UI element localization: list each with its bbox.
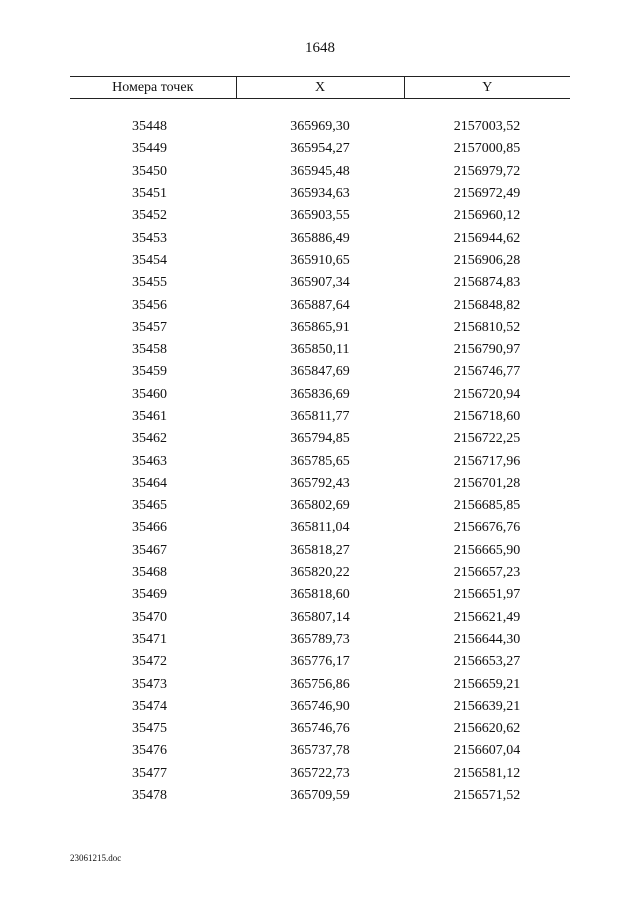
table-row bbox=[70, 763, 570, 785]
header-point-numbers: Номера точек bbox=[70, 77, 236, 99]
coordinates-table bbox=[70, 76, 570, 807]
y-coordinate-cell: 2156639,21 bbox=[453, 698, 521, 714]
table-row bbox=[70, 584, 570, 606]
y-coordinate-cell: 2156944,62 bbox=[453, 230, 521, 246]
table-row bbox=[70, 517, 570, 539]
y-coordinate-cell: 2156722,25 bbox=[453, 431, 521, 447]
point-number-cell: 35467 bbox=[132, 542, 167, 558]
table-row bbox=[70, 339, 570, 361]
point-number-cell: 35468 bbox=[132, 565, 167, 581]
x-coordinate-cell: 365807,14 bbox=[290, 609, 350, 625]
y-coordinate-cell: 2156874,83 bbox=[453, 275, 521, 291]
point-number-cell: 35466 bbox=[132, 520, 167, 536]
x-coordinate-cell: 365722,73 bbox=[290, 765, 350, 781]
point-number-cell: 35472 bbox=[132, 654, 167, 670]
point-number-cell: 35461 bbox=[132, 409, 167, 424]
point-number-cell: 35464 bbox=[132, 475, 167, 491]
x-coordinate-cell: 365886,49 bbox=[290, 230, 350, 246]
header-y: Y bbox=[404, 77, 570, 99]
x-coordinate-cell: 365776,17 bbox=[290, 654, 350, 670]
table-row bbox=[70, 161, 570, 183]
point-number-cell: 35458 bbox=[132, 342, 167, 358]
table-row bbox=[70, 406, 570, 428]
x-coordinate-cell: 365818,60 bbox=[290, 587, 350, 603]
table-row bbox=[70, 540, 570, 562]
header-x: X bbox=[236, 77, 404, 99]
table-row bbox=[70, 294, 570, 316]
point-number-cell: 35457 bbox=[132, 319, 167, 335]
x-coordinate-cell: 365847,69 bbox=[290, 364, 350, 380]
table-row bbox=[70, 473, 570, 495]
table-row bbox=[70, 629, 570, 651]
y-coordinate-cell: 2156746,77 bbox=[453, 364, 521, 380]
x-coordinate-cell: 365907,34 bbox=[290, 275, 350, 291]
x-coordinate-cell: 365836,69 bbox=[290, 386, 350, 402]
x-coordinate-cell: 365887,64 bbox=[290, 297, 350, 313]
x-coordinate-cell: 365910,65 bbox=[290, 252, 350, 268]
table-row bbox=[70, 317, 570, 339]
x-coordinate-cell: 365865,91 bbox=[290, 319, 350, 335]
point-number-cell: 35478 bbox=[132, 788, 167, 804]
table-row bbox=[70, 495, 570, 517]
y-coordinate-cell: 2156653,27 bbox=[453, 654, 521, 670]
table-header bbox=[70, 77, 570, 99]
x-coordinate-cell: 365903,55 bbox=[290, 208, 350, 224]
table-row bbox=[70, 138, 570, 160]
point-number-cell: 35453 bbox=[132, 230, 167, 246]
table-row bbox=[70, 428, 570, 450]
y-coordinate-cell: 2156657,23 bbox=[453, 565, 521, 581]
point-number-cell: 35476 bbox=[132, 743, 167, 759]
point-number-cell: 35455 bbox=[132, 275, 167, 291]
point-number-cell: 35462 bbox=[132, 431, 167, 447]
y-coordinate-cell: 2156676,76 bbox=[453, 520, 521, 536]
table-body bbox=[70, 99, 570, 808]
table-row bbox=[70, 183, 570, 205]
point-number-cell: 35470 bbox=[132, 609, 167, 625]
y-coordinate-cell: 2156701,28 bbox=[453, 475, 521, 491]
table-row bbox=[70, 384, 570, 406]
point-number-cell: 35456 bbox=[132, 297, 167, 313]
table-row bbox=[70, 116, 570, 138]
y-coordinate-cell: 2156651,97 bbox=[453, 587, 521, 603]
point-number-cell: 35463 bbox=[132, 453, 167, 469]
y-coordinate-cell: 2156717,96 bbox=[453, 453, 521, 469]
table-row bbox=[70, 562, 570, 584]
point-number-cell: 35448 bbox=[132, 119, 167, 135]
x-coordinate-cell: 365850,11 bbox=[290, 342, 350, 358]
y-coordinate-cell: 2157003,52 bbox=[453, 119, 521, 135]
x-coordinate-cell: 365746,90 bbox=[290, 698, 350, 714]
y-coordinate-cell: 2156848,82 bbox=[453, 297, 521, 313]
point-number-cell: 35449 bbox=[132, 141, 167, 157]
point-number-cell: 35454 bbox=[132, 252, 167, 268]
y-coordinate-cell: 2156659,21 bbox=[453, 676, 521, 692]
x-coordinate-cell: 365811,77 bbox=[290, 409, 350, 424]
x-coordinate-cell: 365945,48 bbox=[290, 163, 350, 179]
table-row bbox=[70, 607, 570, 629]
point-number-cell: 35465 bbox=[132, 498, 167, 514]
table-row bbox=[70, 227, 570, 249]
y-coordinate-cell: 2156790,97 bbox=[453, 342, 521, 358]
y-coordinate-cell: 2156718,60 bbox=[453, 409, 521, 424]
x-coordinate-cell: 365737,78 bbox=[290, 743, 350, 759]
y-coordinate-cell: 2156644,30 bbox=[453, 631, 521, 647]
table-row bbox=[70, 696, 570, 718]
y-coordinate-cell: 2156665,90 bbox=[453, 542, 521, 558]
table-row bbox=[70, 205, 570, 227]
point-number-cell: 35474 bbox=[132, 698, 167, 714]
y-coordinate-cell: 2156621,49 bbox=[453, 609, 521, 625]
point-number-cell: 35459 bbox=[132, 364, 167, 380]
y-coordinate-cell: 2156972,49 bbox=[453, 186, 521, 202]
footer-filename: 23061215.doc bbox=[70, 853, 122, 863]
y-coordinate-cell: 2157000,85 bbox=[453, 141, 521, 157]
y-coordinate-cell: 2156581,12 bbox=[453, 765, 521, 781]
y-coordinate-cell: 2156685,85 bbox=[453, 498, 521, 514]
x-coordinate-cell: 365802,69 bbox=[290, 498, 350, 514]
point-number-cell: 35451 bbox=[132, 186, 167, 202]
x-coordinate-cell: 365969,30 bbox=[290, 119, 350, 135]
x-coordinate-cell: 365954,27 bbox=[290, 141, 350, 157]
table-row bbox=[70, 718, 570, 740]
table-row bbox=[70, 361, 570, 383]
point-number-cell: 35460 bbox=[132, 386, 167, 402]
y-coordinate-cell: 2156720,94 bbox=[453, 386, 521, 402]
table-row bbox=[70, 651, 570, 673]
table-row bbox=[70, 272, 570, 294]
y-coordinate-cell: 2156960,12 bbox=[453, 208, 521, 224]
x-coordinate-cell: 365792,43 bbox=[290, 475, 350, 491]
y-coordinate-cell: 2156620,62 bbox=[453, 721, 521, 737]
table-row bbox=[70, 785, 570, 807]
table-row bbox=[70, 450, 570, 472]
point-number-cell: 35473 bbox=[132, 676, 167, 692]
point-number-cell: 35475 bbox=[132, 721, 167, 737]
point-number-cell: 35450 bbox=[132, 163, 167, 179]
spacer-row bbox=[70, 99, 570, 117]
y-coordinate-cell: 2156607,04 bbox=[453, 743, 521, 759]
y-coordinate-cell: 2156906,28 bbox=[453, 252, 521, 268]
x-coordinate-cell: 365818,27 bbox=[290, 542, 350, 558]
table-row bbox=[70, 250, 570, 272]
x-coordinate-cell: 365811,04 bbox=[290, 520, 350, 536]
x-coordinate-cell: 365756,86 bbox=[290, 676, 350, 692]
x-coordinate-cell: 365934,63 bbox=[290, 186, 350, 202]
x-coordinate-cell: 365789,73 bbox=[290, 631, 350, 647]
point-number-cell: 35469 bbox=[132, 587, 167, 603]
page-number: 1648 bbox=[305, 40, 335, 56]
x-coordinate-cell: 365785,65 bbox=[290, 453, 350, 469]
table-row bbox=[70, 673, 570, 695]
point-number-cell: 35477 bbox=[132, 765, 167, 781]
header-row bbox=[70, 77, 570, 99]
x-coordinate-cell: 365820,22 bbox=[290, 565, 350, 581]
y-coordinate-cell: 2156571,52 bbox=[453, 788, 521, 804]
point-number-cell: 35452 bbox=[132, 208, 167, 224]
y-coordinate-cell: 2156979,72 bbox=[453, 163, 521, 179]
x-coordinate-cell: 365794,85 bbox=[290, 431, 350, 447]
y-coordinate-cell: 2156810,52 bbox=[453, 319, 521, 335]
table-row bbox=[70, 740, 570, 762]
x-coordinate-cell: 365709,59 bbox=[290, 788, 350, 804]
x-coordinate-cell: 365746,76 bbox=[290, 721, 350, 737]
point-number-cell: 35471 bbox=[132, 631, 167, 647]
